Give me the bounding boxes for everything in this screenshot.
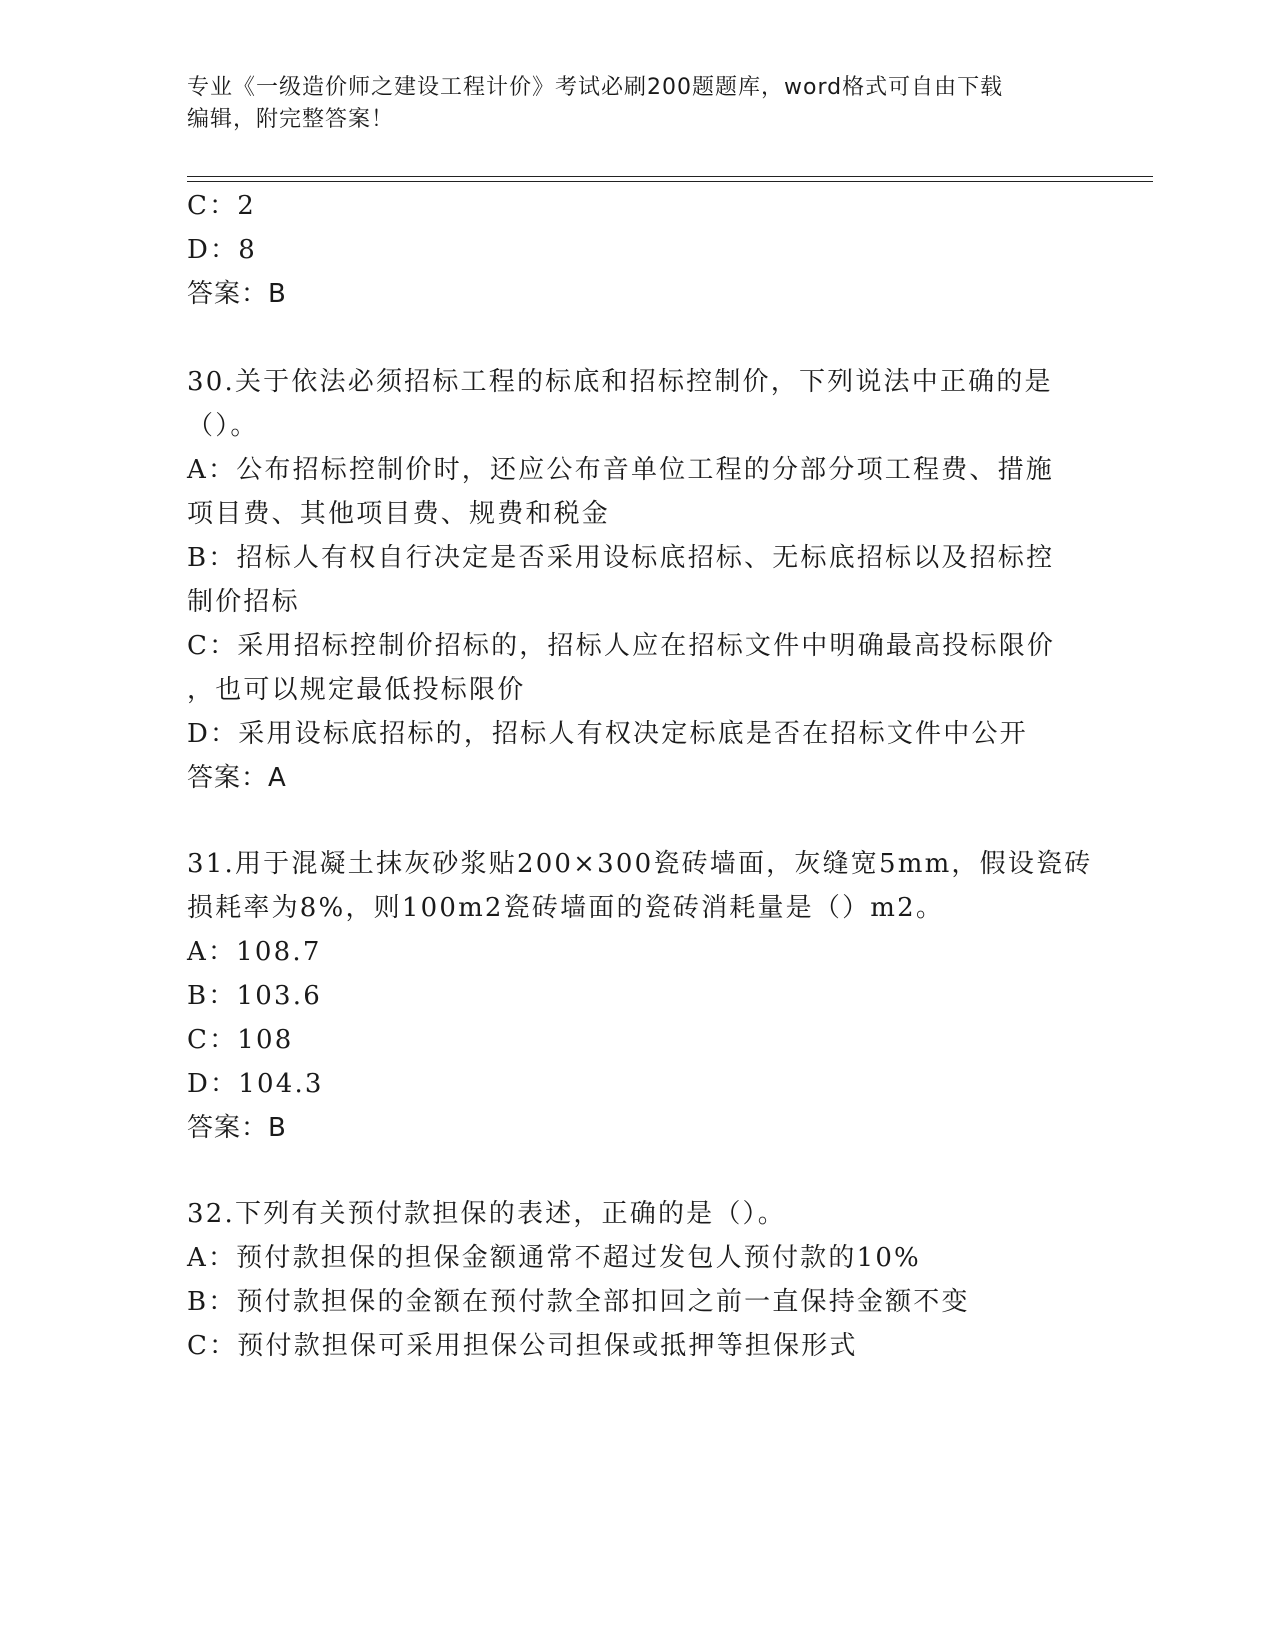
- prev-answer: 答案：B: [187, 279, 287, 309]
- document-header: [187, 72, 1067, 136]
- q31-answer: 答案：B: [187, 1113, 287, 1143]
- q30-option-c-line-1: C：采用招标控制价招标的，招标人应在招标文件中明确最高投标限价: [187, 631, 1056, 661]
- q32-stem: 32.下列有关预付款担保的表述，正确的是（）。: [187, 1199, 786, 1229]
- q30-option-a-line-2: 项目费、其他项目费、规费和税金: [187, 499, 611, 529]
- header-divider-bottom: [187, 181, 1153, 182]
- prev-option-c: C：2: [187, 191, 257, 221]
- prev-option-d: D：8: [187, 235, 257, 265]
- header-line-1: 专业《一级造价师之建设工程计价》考试必刷200题题库，word格式可自由下载: [187, 75, 1004, 100]
- q30-option-d: D：采用设标底招标的，招标人有权决定标底是否在招标文件中公开: [187, 719, 1028, 749]
- q31-option-b: B：103.6: [187, 981, 322, 1011]
- q31-option-c: C：108: [187, 1025, 294, 1055]
- q30-option-b-line-2: 制价招标: [187, 587, 300, 617]
- q30-answer: 答案：A: [187, 763, 287, 793]
- q31-option-a: A：108.7: [187, 937, 322, 967]
- header-divider-top: [187, 176, 1153, 177]
- q32-option-b: B：预付款担保的金额在预付款全部扣回之前一直保持金额不变: [187, 1287, 970, 1317]
- q30-option-c-line-2: ，也可以规定最低投标限价: [187, 675, 526, 705]
- q31-stem-line-2: 损耗率为8%，则100m2瓷砖墙面的瓷砖消耗量是（）m2。: [187, 893, 945, 923]
- q30-stem-line-1: 30.关于依法必须招标工程的标底和招标控制价，下列说法中正确的是: [187, 367, 1053, 397]
- q30-option-b-line-1: B：招标人有权自行决定是否采用设标底招标、无标底招标以及招标控: [187, 543, 1055, 573]
- q31-stem-line-1: 31.用于混凝土抹灰砂浆贴200×300瓷砖墙面，灰缝宽5mm，假设瓷砖: [187, 849, 1093, 879]
- q32-option-a: A：预付款担保的担保金额通常不超过发包人预付款的10%: [187, 1243, 921, 1273]
- q30-stem-line-2: （）。: [187, 411, 259, 441]
- q31-option-d: D：104.3: [187, 1069, 324, 1099]
- q32-option-c: C：预付款担保可采用担保公司担保或抵押等担保形式: [187, 1331, 858, 1361]
- q30-option-a-line-1: A：公布招标控制价时，还应公布音单位工程的分部分项工程费、措施: [187, 455, 1054, 485]
- header-line-2: 编辑，附完整答案！: [187, 107, 395, 132]
